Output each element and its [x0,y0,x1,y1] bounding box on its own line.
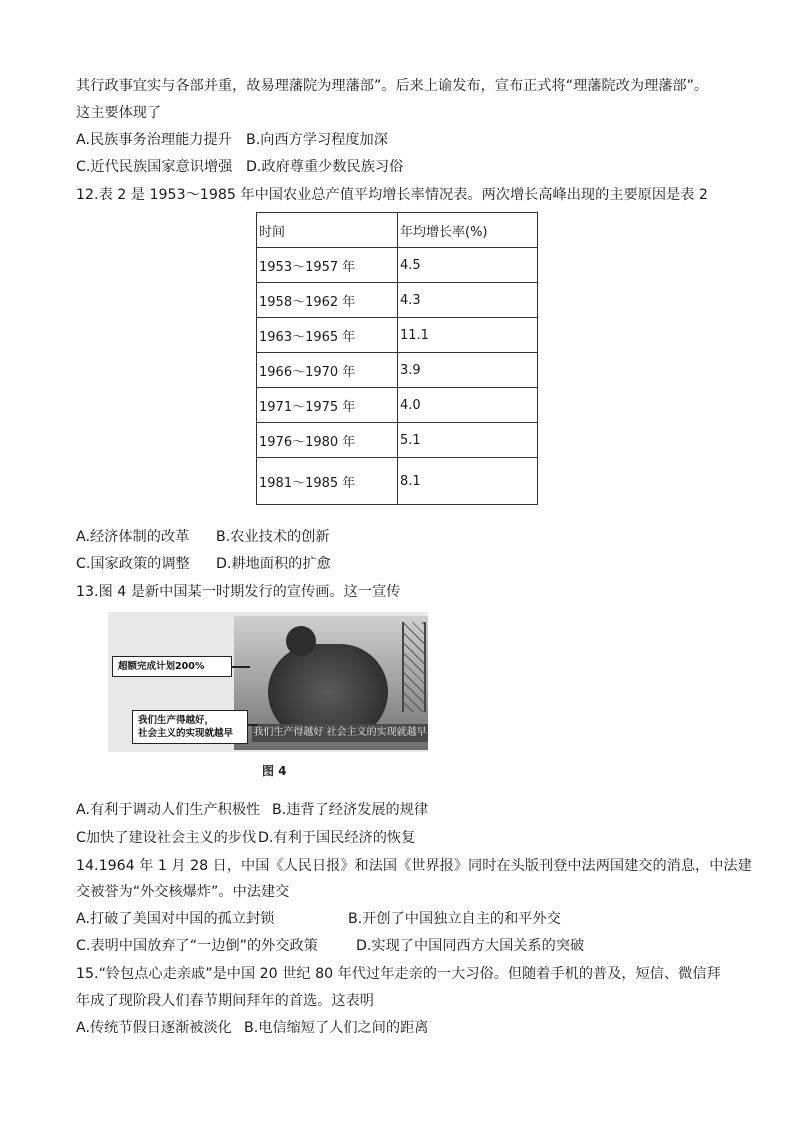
q11-stem-line2: 这主要体现了 [76,105,162,121]
table-row [257,283,538,318]
q12-option-c: C.国家政策的调整 [76,556,190,572]
q12-option-b: B.农业技术的创新 [216,529,330,545]
q13-option-c: C加快了建设社会主义的步伐 [76,830,257,846]
q15-stem-line2: 年成了现阶段人们春节期间拜年的首选。这表明 [76,993,374,1009]
q12-stem: 12.表 2 是 1953～1985 年中国农业总产值平均增长率情况表。两次增长高峰出现的主要原因是表 2 [76,187,708,203]
table-cell-period: 1963～1965 年 [257,318,398,353]
table-cell-rate: 11.1 [398,318,538,353]
poster-banner: 我们生产得越好 社会主义的实现就越早 [252,724,428,742]
q11-option-b: B.向西方学习程度加深 [246,132,388,148]
table-cell-rate: 8.1 [398,458,538,505]
table-cell-period: 1958～1962 年 [257,283,398,318]
table-row [257,353,538,388]
table-row [257,388,538,423]
slogan-line2: 社会主义的实现就越早 [138,728,234,739]
q14-option-c: C.表明中国放弃了“一边倒”的外交政策 [76,938,318,954]
figure-caption: 图 4 [262,764,287,778]
worker-figure [286,626,316,656]
q14-option-d: D.实现了中国同西方大国关系的突破 [356,938,585,954]
q12-option-d: D.耕地面积的扩愈 [216,556,331,572]
table-cell-period: 1971～1975 年 [257,388,398,423]
q11-option-c: C.近代民族国家意识增强 [76,159,233,175]
table-cell-period: 1976～1980 年 [257,423,398,458]
speech-bubble-quota: 超额完成计划200% [112,656,232,677]
table-cell-period: 1953～1957 年 [257,248,398,283]
table-cell-rate: 4.0 [398,388,538,423]
q14-option-b: B.开创了中国独立自主的和平外交 [348,911,561,927]
table-cell-period: 1981～1985 年 [257,458,398,505]
table-cell-rate: 4.5 [398,248,538,283]
q13-option-a: A.有利于调动人们生产积极性 [76,802,261,818]
table-row [257,318,538,353]
q15-option-b: B.电信缩短了人们之间的距离 [244,1020,429,1036]
q11-option-d: D.政府尊重少数民族习俗 [246,159,404,175]
propaganda-poster-figure [108,612,428,752]
speech-bubble-slogan [132,710,248,744]
q14-option-a: A.打破了美国对中国的孤立封锁 [76,911,275,927]
q11-stem-line1: 其行政事宜实与各部并重，故易理藩院为理藩部”。后来上谕发布，宣布正式将“理藩院改为理藩部”。 [76,78,709,94]
q15-option-a: A.传统节假日逐渐被淡化 [76,1020,232,1036]
table-cell-period: 1966～1970 年 [257,353,398,388]
q15-stem-line1: 15.“铃包点心走亲戚”是中国 20 世纪 80 年代过年走亲的一大习俗。但随着手机的普及，短信、微信拜 [76,966,721,982]
q11-option-a: A.民族事务治理能力提升 [76,132,232,148]
table-row [257,458,538,505]
table-header-row [257,213,538,248]
poster-image [234,616,428,750]
q13-option-d: D.有利于国民经济的恢复 [258,830,416,846]
table-row [257,248,538,283]
q14-stem-line1: 14.1964 年 1 月 28 日，中国《人民日报》和法国《世界报》同时在头版刊登中法两国建交的消息，中法建 [76,858,752,874]
slogan-line1: 我们生产得越好， [138,715,215,726]
table-header-time: 时间 [257,213,398,248]
table-cell-rate: 3.9 [398,353,538,388]
table-header-rate: 年均增长率(%) [398,213,538,248]
table-2 [256,212,538,505]
q13-option-b: B.违背了经济发展的规律 [272,802,429,818]
table-cell-rate: 5.1 [398,423,538,458]
q14-stem-line2: 交被誉为“外交核爆炸”。中法建交 [76,884,290,900]
table-cell-rate: 4.3 [398,283,538,318]
power-tower [402,622,426,712]
q12-option-a: A.经济体制的改革 [76,529,190,545]
q13-stem: 13.图 4 是新中国某一时期发行的宣传画。这一宣传 [76,584,401,600]
table-row [257,423,538,458]
